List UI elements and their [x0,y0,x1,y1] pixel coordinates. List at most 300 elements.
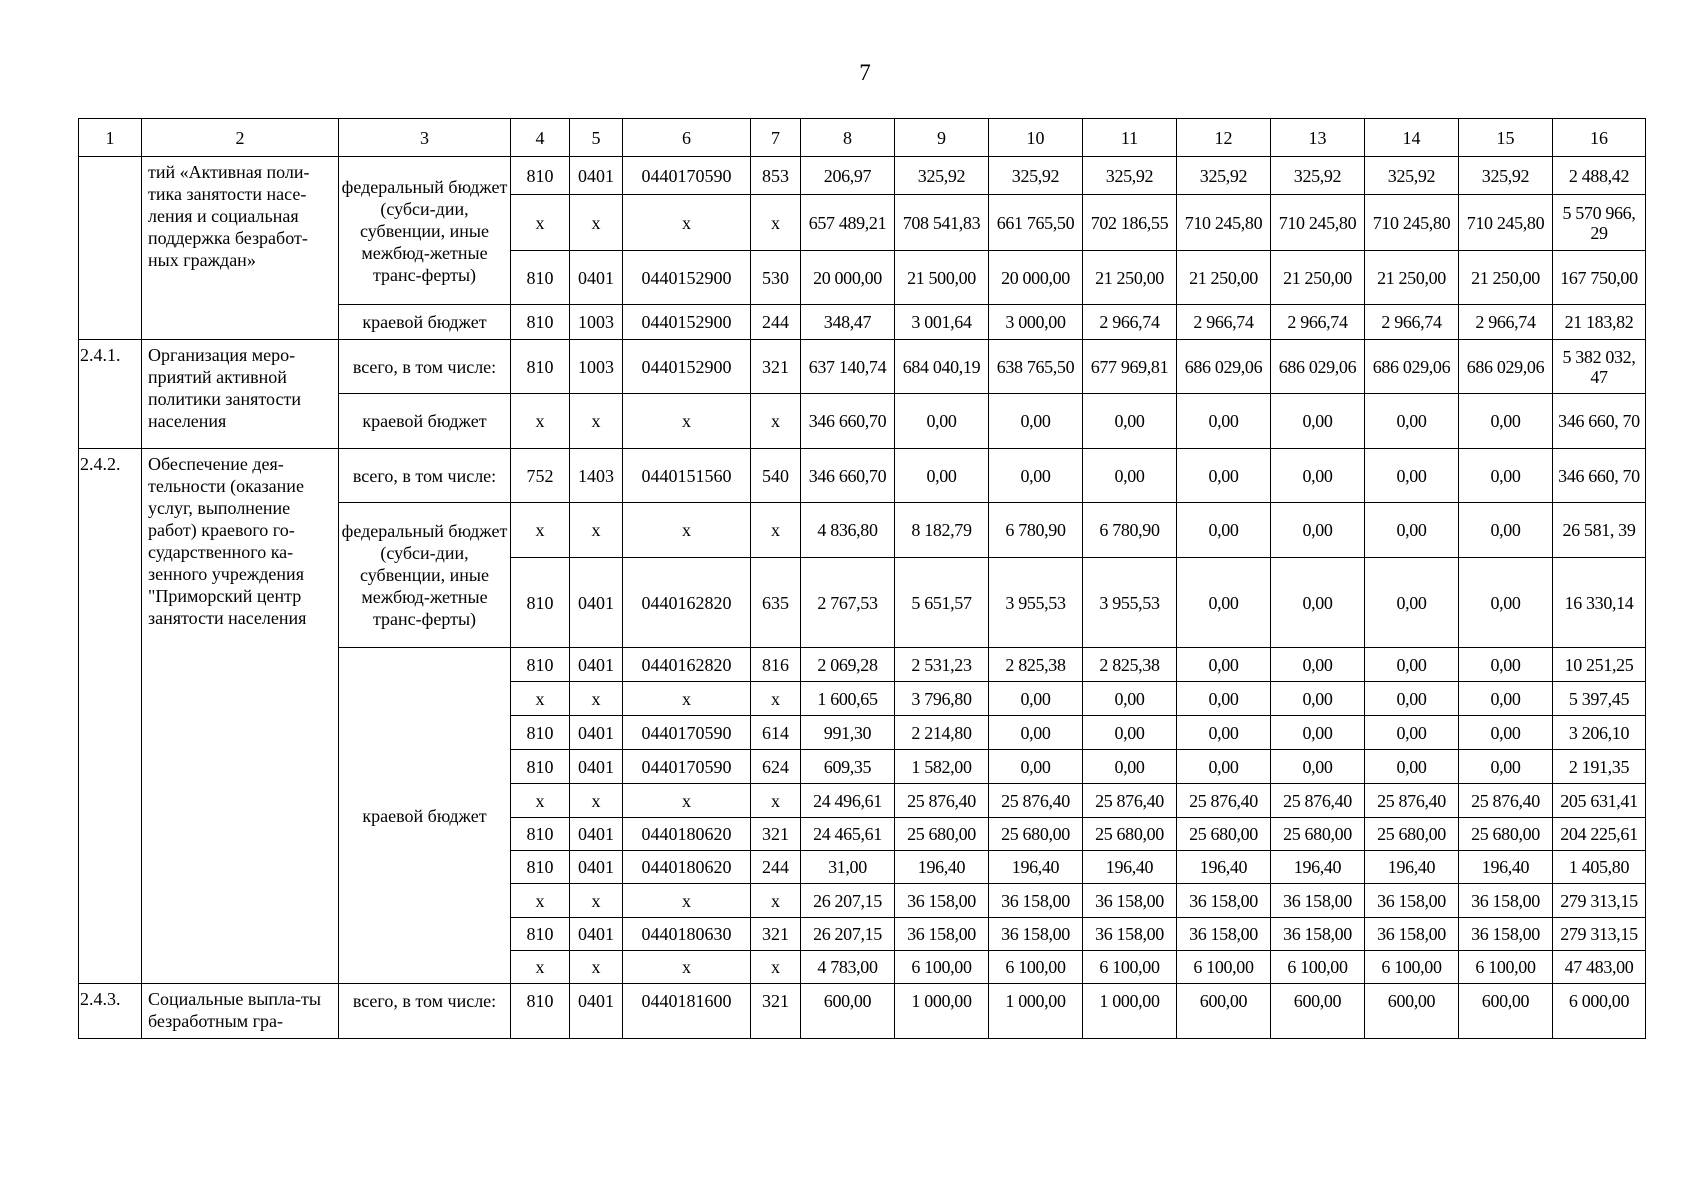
code-cell: x [623,682,751,716]
amount-cell: 3 000,00 [989,305,1083,340]
code-cell: 321 [751,918,801,951]
amount-cell: 24 465,61 [801,818,895,851]
amount-cell: 196,40 [895,851,989,884]
amount-cell: 0,00 [1459,503,1553,558]
code-cell: 810 [511,851,570,884]
amount-cell: 0,00 [1365,648,1459,682]
group-name: тий «Активная поли-тика занятости насе-ления и социальная поддержка безработ-ных граждан» [142,157,339,340]
code-cell: 0440181600 [623,984,751,1039]
amount-cell: 0,00 [989,449,1083,503]
code-cell: 0440152900 [623,251,751,305]
code-cell: 810 [511,818,570,851]
amount-cell: 167 750,00 [1553,251,1646,305]
code-cell: x [511,884,570,918]
amount-cell: 2 966,74 [1083,305,1177,340]
amount-cell: 0,00 [989,394,1083,449]
amount-cell: 600,00 [1365,984,1459,1039]
amount-cell: 206,97 [801,157,895,195]
amount-cell: 0,00 [1083,682,1177,716]
amount-cell: 196,40 [1083,851,1177,884]
code-cell: 0401 [570,157,623,195]
amount-cell: 1 582,00 [895,750,989,784]
group-name: Социальные выпла-ты безработным гра- [142,984,339,1039]
amount-cell: 6 780,90 [989,503,1083,558]
code-cell: 614 [751,716,801,750]
code-cell: 810 [511,984,570,1039]
code-cell: x [751,784,801,818]
amount-cell: 710 245,80 [1365,195,1459,251]
budget-source: федеральный бюджет (субси-дии, субвенции, иные межбюд-жетные транс-ферты) [339,503,511,648]
amount-cell: 25 680,00 [1083,818,1177,851]
amount-cell: 0,00 [1365,750,1459,784]
amount-cell: 2 966,74 [1459,305,1553,340]
amount-cell: 25 680,00 [1459,818,1553,851]
amount-cell: 0,00 [1459,750,1553,784]
amount-cell: 0,00 [1271,449,1365,503]
amount-cell: 16 330,14 [1553,558,1646,648]
code-cell: 810 [511,750,570,784]
amount-cell: 710 245,80 [1459,195,1553,251]
amount-cell: 25 680,00 [1365,818,1459,851]
amount-cell: 21 250,00 [1459,251,1553,305]
amount-cell: 600,00 [801,984,895,1039]
amount-cell: 3 955,53 [989,558,1083,648]
amount-cell: 26 207,15 [801,918,895,951]
code-cell: 321 [751,818,801,851]
amount-cell: 196,40 [989,851,1083,884]
code-cell: x [511,951,570,984]
amount-cell: 702 186,55 [1083,195,1177,251]
code-cell: 810 [511,251,570,305]
amount-cell: 0,00 [1271,716,1365,750]
amount-cell: 5 570 966, 29 [1553,195,1646,251]
code-cell: x [570,394,623,449]
code-cell: 0440170590 [623,750,751,784]
amount-cell: 3 001,64 [895,305,989,340]
amount-cell: 0,00 [1365,394,1459,449]
code-cell: 321 [751,984,801,1039]
group-name: Обеспечение дея-тельности (оказание услуг, выполнение работ) краевого го-сударственного ка-зенного учреждения "Приморский центр занятости населения [142,449,339,984]
header-row [79,119,1646,157]
code-cell: x [511,195,570,251]
amount-cell: 2 767,53 [801,558,895,648]
group-name: Организация меро-приятий активной политики занятости населения [142,340,339,449]
amount-cell: 36 158,00 [895,884,989,918]
code-cell: 530 [751,251,801,305]
amount-cell: 346 660,70 [801,394,895,449]
header-cell: 13 [1271,119,1365,157]
amount-cell: 196,40 [1459,851,1553,884]
code-cell: 0440162820 [623,558,751,648]
amount-cell: 0,00 [1365,716,1459,750]
header-cell: 10 [989,119,1083,157]
header-cell: 4 [511,119,570,157]
amount-cell: 3 796,80 [895,682,989,716]
code-cell: 816 [751,648,801,682]
code-cell: 0401 [570,851,623,884]
amount-cell: 346 660, 70 [1553,394,1646,449]
amount-cell: 2 825,38 [989,648,1083,682]
amount-cell: 0,00 [1459,648,1553,682]
code-cell: x [623,394,751,449]
code-cell: 0401 [570,918,623,951]
amount-cell: 991,30 [801,716,895,750]
header-cell: 12 [1177,119,1271,157]
amount-cell: 0,00 [1271,503,1365,558]
amount-cell: 6 100,00 [1271,951,1365,984]
table-row [79,449,1646,503]
amount-cell: 36 158,00 [1459,884,1553,918]
amount-cell: 6 100,00 [895,951,989,984]
amount-cell: 36 158,00 [1177,884,1271,918]
amount-cell: 21 183,82 [1553,305,1646,340]
amount-cell: 0,00 [1083,750,1177,784]
code-cell: x [570,195,623,251]
budget-source: всего, в том числе: [339,984,511,1039]
header-cell: 1 [79,119,142,157]
code-cell: 0440180630 [623,918,751,951]
amount-cell: 25 876,40 [895,784,989,818]
amount-cell: 21 250,00 [1271,251,1365,305]
amount-cell: 600,00 [1177,984,1271,1039]
amount-cell: 24 496,61 [801,784,895,818]
code-cell: 0401 [570,984,623,1039]
amount-cell: 2 825,38 [1083,648,1177,682]
amount-cell: 36 158,00 [1083,884,1177,918]
header-cell: 7 [751,119,801,157]
amount-cell: 196,40 [1365,851,1459,884]
amount-cell: 6 100,00 [1459,951,1553,984]
code-cell: 1003 [570,305,623,340]
amount-cell: 638 765,50 [989,340,1083,394]
amount-cell: 36 158,00 [1365,884,1459,918]
budget-table [78,118,1646,1039]
header-cell: 14 [1365,119,1459,157]
amount-cell: 25 680,00 [989,818,1083,851]
amount-cell: 661 765,50 [989,195,1083,251]
amount-cell: 20 000,00 [801,251,895,305]
amount-cell: 600,00 [1271,984,1365,1039]
amount-cell: 609,35 [801,750,895,784]
budget-source: всего, в том числе: [339,340,511,394]
amount-cell: 0,00 [1365,682,1459,716]
amount-cell: 2 966,74 [1271,305,1365,340]
code-cell: 244 [751,851,801,884]
budget-source: всего, в том числе: [339,449,511,503]
amount-cell: 0,00 [1083,449,1177,503]
code-cell: x [623,195,751,251]
code-cell: 810 [511,157,570,195]
code-cell: 0401 [570,648,623,682]
code-cell: 0401 [570,558,623,648]
code-cell: x [623,503,751,558]
amount-cell: 708 541,83 [895,195,989,251]
table-row [79,340,1646,394]
header-cell: 9 [895,119,989,157]
amount-cell: 0,00 [1271,558,1365,648]
code-cell: x [570,884,623,918]
code-cell: x [751,195,801,251]
amount-cell: 1 000,00 [989,984,1083,1039]
amount-cell: 0,00 [1459,682,1553,716]
code-cell: x [623,784,751,818]
amount-cell: 2 966,74 [1365,305,1459,340]
code-cell: 624 [751,750,801,784]
code-cell: 853 [751,157,801,195]
code-cell: 810 [511,918,570,951]
amount-cell: 6 100,00 [989,951,1083,984]
amount-cell: 0,00 [1271,750,1365,784]
amount-cell: 1 000,00 [1083,984,1177,1039]
amount-cell: 36 158,00 [1083,918,1177,951]
amount-cell: 1 000,00 [895,984,989,1039]
code-cell: x [511,394,570,449]
amount-cell: 5 397,45 [1553,682,1646,716]
code-cell: 752 [511,449,570,503]
code-cell: x [511,682,570,716]
code-cell: 1003 [570,340,623,394]
amount-cell: 21 250,00 [1083,251,1177,305]
page-number: 7 [859,60,871,85]
header-cell: 11 [1083,119,1177,157]
amount-cell: 25 876,40 [989,784,1083,818]
header-cell: 6 [623,119,751,157]
code-cell: 1403 [570,449,623,503]
budget-source: краевой бюджет [339,394,511,449]
amount-cell: 2 966,74 [1177,305,1271,340]
budget-source: краевой бюджет [339,305,511,340]
amount-cell: 0,00 [1083,394,1177,449]
amount-cell: 0,00 [1271,648,1365,682]
amount-cell: 25 876,40 [1271,784,1365,818]
amount-cell: 1 405,80 [1553,851,1646,884]
amount-cell: 2 531,23 [895,648,989,682]
amount-cell: 325,92 [1365,157,1459,195]
amount-cell: 0,00 [1083,716,1177,750]
group-number [79,157,142,340]
amount-cell: 36 158,00 [1271,918,1365,951]
amount-cell: 686 029,06 [1365,340,1459,394]
amount-cell: 0,00 [1177,558,1271,648]
amount-cell: 677 969,81 [1083,340,1177,394]
code-cell: 0440152900 [623,340,751,394]
amount-cell: 36 158,00 [1177,918,1271,951]
amount-cell: 21 500,00 [895,251,989,305]
code-cell: x [751,682,801,716]
code-cell: x [751,884,801,918]
code-cell: x [570,503,623,558]
amount-cell: 2 214,80 [895,716,989,750]
amount-cell: 6 100,00 [1365,951,1459,984]
code-cell: 321 [751,340,801,394]
amount-cell: 26 207,15 [801,884,895,918]
code-cell: 0401 [570,818,623,851]
amount-cell: 346 660,70 [801,449,895,503]
amount-cell: 25 876,40 [1177,784,1271,818]
amount-cell: 0,00 [895,449,989,503]
amount-cell: 0,00 [1271,682,1365,716]
amount-cell: 6 780,90 [1083,503,1177,558]
table-row [79,984,1646,1039]
amount-cell: 0,00 [1459,449,1553,503]
amount-cell: 0,00 [1365,558,1459,648]
amount-cell: 21 250,00 [1177,251,1271,305]
code-cell: 810 [511,340,570,394]
amount-cell: 684 040,19 [895,340,989,394]
amount-cell: 0,00 [989,716,1083,750]
amount-cell: 36 158,00 [1459,918,1553,951]
amount-cell: 325,92 [895,157,989,195]
amount-cell: 346 660, 70 [1553,449,1646,503]
amount-cell: 6 100,00 [1083,951,1177,984]
code-cell: x [751,394,801,449]
table-row [79,157,1646,195]
amount-cell: 5 382 032, 47 [1553,340,1646,394]
amount-cell: 5 651,57 [895,558,989,648]
amount-cell: 6 000,00 [1553,984,1646,1039]
budget-source: краевой бюджет [339,648,511,984]
amount-cell: 36 158,00 [989,918,1083,951]
code-cell: 0440180620 [623,851,751,884]
amount-cell: 20 000,00 [989,251,1083,305]
amount-cell: 325,92 [1459,157,1553,195]
code-cell: 0401 [570,251,623,305]
amount-cell: 25 680,00 [1177,818,1271,851]
amount-cell: 47 483,00 [1553,951,1646,984]
amount-cell: 36 158,00 [1365,918,1459,951]
amount-cell: 31,00 [801,851,895,884]
code-cell: 0440180620 [623,818,751,851]
code-cell: 0401 [570,716,623,750]
code-cell: x [511,784,570,818]
amount-cell: 21 250,00 [1365,251,1459,305]
code-cell: 540 [751,449,801,503]
amount-cell: 205 631,41 [1553,784,1646,818]
amount-cell: 0,00 [1177,394,1271,449]
code-cell: 810 [511,716,570,750]
amount-cell: 10 251,25 [1553,648,1646,682]
amount-cell: 25 876,40 [1459,784,1553,818]
amount-cell: 0,00 [1459,716,1553,750]
group-number: 2.4.3. [79,984,142,1039]
code-cell: 810 [511,305,570,340]
header-cell: 5 [570,119,623,157]
amount-cell: 279 313,15 [1553,918,1646,951]
code-cell: 0440152900 [623,305,751,340]
amount-cell: 279 313,15 [1553,884,1646,918]
code-cell: 0440170590 [623,716,751,750]
code-cell: x [751,951,801,984]
code-cell: x [570,784,623,818]
amount-cell: 0,00 [989,682,1083,716]
amount-cell: 36 158,00 [895,918,989,951]
amount-cell: 0,00 [895,394,989,449]
amount-cell: 1 600,65 [801,682,895,716]
code-cell: 0440162820 [623,648,751,682]
amount-cell: 348,47 [801,305,895,340]
amount-cell: 4 783,00 [801,951,895,984]
code-cell: x [623,884,751,918]
amount-cell: 710 245,80 [1177,195,1271,251]
amount-cell: 25 680,00 [1271,818,1365,851]
amount-cell: 3 955,53 [1083,558,1177,648]
amount-cell: 0,00 [1177,750,1271,784]
amount-cell: 4 836,80 [801,503,895,558]
code-cell: x [623,951,751,984]
amount-cell: 6 100,00 [1177,951,1271,984]
amount-cell: 0,00 [1177,682,1271,716]
amount-cell: 0,00 [989,750,1083,784]
amount-cell: 0,00 [1177,503,1271,558]
code-cell: x [511,503,570,558]
amount-cell: 0,00 [1177,449,1271,503]
amount-cell: 686 029,06 [1271,340,1365,394]
amount-cell: 325,92 [1177,157,1271,195]
amount-cell: 325,92 [1083,157,1177,195]
code-cell: 810 [511,558,570,648]
amount-cell: 657 489,21 [801,195,895,251]
amount-cell: 600,00 [1459,984,1553,1039]
amount-cell: 3 206,10 [1553,716,1646,750]
amount-cell: 0,00 [1365,449,1459,503]
code-cell: 0401 [570,750,623,784]
amount-cell: 325,92 [1271,157,1365,195]
amount-cell: 0,00 [1271,394,1365,449]
header-cell: 16 [1553,119,1646,157]
code-cell: x [751,503,801,558]
amount-cell: 25 876,40 [1083,784,1177,818]
amount-cell: 196,40 [1271,851,1365,884]
amount-cell: 2 488,42 [1553,157,1646,195]
group-number: 2.4.2. [79,449,142,984]
code-cell: x [570,951,623,984]
code-cell: 0440170590 [623,157,751,195]
code-cell: 810 [511,648,570,682]
amount-cell: 8 182,79 [895,503,989,558]
amount-cell: 204 225,61 [1553,818,1646,851]
code-cell: x [570,682,623,716]
amount-cell: 36 158,00 [1271,884,1365,918]
code-cell: 244 [751,305,801,340]
amount-cell: 637 140,74 [801,340,895,394]
amount-cell: 0,00 [1365,503,1459,558]
amount-cell: 36 158,00 [989,884,1083,918]
group-number: 2.4.1. [79,340,142,449]
amount-cell: 0,00 [1459,394,1553,449]
code-cell: 0440151560 [623,449,751,503]
amount-cell: 710 245,80 [1271,195,1365,251]
header-cell: 8 [801,119,895,157]
budget-source: федеральный бюджет (субси-дии, субвенции, иные межбюд-жетные транс-ферты) [339,157,511,305]
table-body [79,119,1646,1039]
amount-cell: 0,00 [1177,716,1271,750]
amount-cell: 0,00 [1459,558,1553,648]
header-cell: 3 [339,119,511,157]
code-cell: 635 [751,558,801,648]
amount-cell: 26 581, 39 [1553,503,1646,558]
amount-cell: 196,40 [1177,851,1271,884]
amount-cell: 686 029,06 [1177,340,1271,394]
header-cell: 15 [1459,119,1553,157]
amount-cell: 25 876,40 [1365,784,1459,818]
amount-cell: 2 191,35 [1553,750,1646,784]
header-cell: 2 [142,119,339,157]
amount-cell: 0,00 [1177,648,1271,682]
amount-cell: 686 029,06 [1459,340,1553,394]
amount-cell: 325,92 [989,157,1083,195]
amount-cell: 2 069,28 [801,648,895,682]
amount-cell: 25 680,00 [895,818,989,851]
